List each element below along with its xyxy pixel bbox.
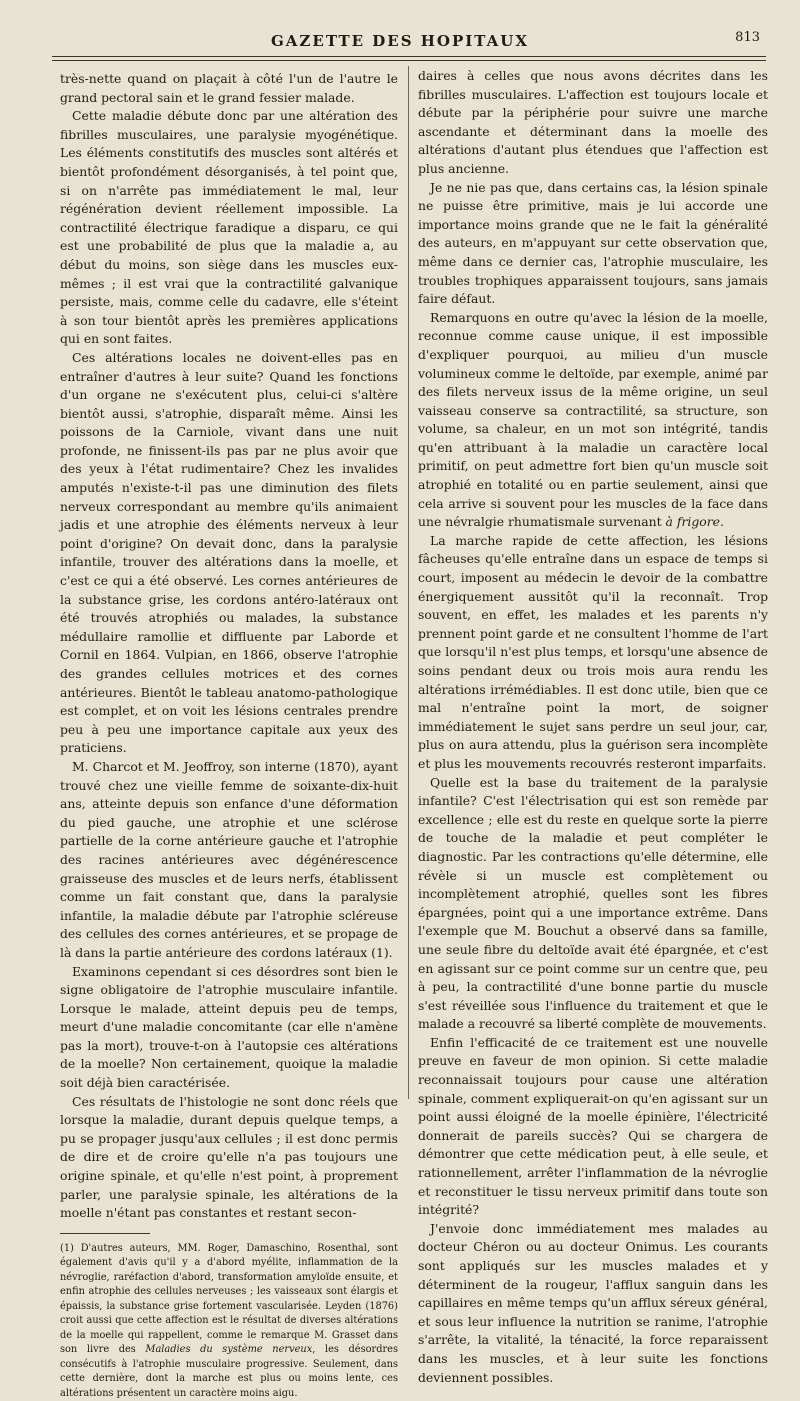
right-column xyxy=(418,67,768,1387)
running-header-title: GAZETTE DES HOPITAUX xyxy=(270,32,529,50)
paragraph: très-nette quand on plaçait à côté l'un de l'autre le grand pectoral sain et le grand fessier malade. xyxy=(60,71,398,105)
paragraph: Examinons cependant si ces désordres sont bien le signe obligatoire de l'atrophie musculaire infantile. Lorsque le malade, atteint depuis peu de temps, meurt d'une maladie concomitante (car elle n'amène pas la mort), trouve-t-on à l'autopsie ces altérations de la moelle? Non certainement, quoique la maladie soit déjà bien caractérisée. xyxy=(60,963,398,1091)
footnote-book-title: Maladies du système nerveux xyxy=(145,1344,313,1356)
paragraph: Enfin l'efficacité de ce traitement est une nouvelle preuve en faveur de mon opinion. Si cette maladie reconnaissait toujours pour cause une altération spinale, comment expliquerait-on qu'en agissant sur un point aussi éloigné de la moelle épinière, l'électricité donnerait de pareils succès? Qui se chargera de démontrer que cette médication peut, à elle seule, et rationnellement, arrêter l'inflammation de la névroglie et reconstituer le tissu nerveux primitif dans toute son intégrité? xyxy=(418,1034,768,1218)
paragraph: daires à celles que nous avons décrites dans les fibrilles musculaires. L'affection est toujours locale et débute par la périphérie pour suivre une marche ascendante et déterminant dans la moelle des altérations d'autant plus étendues que l'affection est plus ancienne. xyxy=(418,68,768,176)
footnote-text-end: , les désordres consécutifs à l'atrophie musculaire progressive. Seulement, dans cette dernière, dont la marche est plus ou moins lente, ces altérations présentent un caractère moins aigu. xyxy=(60,1344,398,1399)
footnote-text-start: (1) D'autres auteurs, MM. Roger, Damaschino, Rosenthal, sont également d'avis qu'il y a d'abord myélite, inflammation de la névroglie, raréfaction d'abord, transformation amyloïde ensuite, et enfin atrophie des cellules nerveuses ; les vaisseaux sont élargis et épaissis, la substance grise fortement vascularisée. Leyden (1876) croit aussi que cette affection est le résultat de diverses altérations de la moelle qui rappellent, comme le remarque M. Grasset dans son livre des xyxy=(60,1242,398,1356)
paragraph: Ces résultats de l'histologie ne sont donc réels que lorsque la maladie, durant depuis quelque temps, a pu se propager jusqu'aux cellules ; il est donc permis de dire et de croire qu'elle n'a pas toujours une origine spinale, et qu'elle n'est point, à proprement parler, une paralysie spinale, les altérations de la moelle n'étant pas constantes et restant secon- xyxy=(60,1093,398,1221)
paragraph-end: . xyxy=(720,514,724,530)
paragraph: Quelle est la base du traitement de la paralysie infantile? C'est l'électrisation qui est son remède par excellence ; elle est du reste en quelque sorte la pierre de touche de la maladie et peut compléter le diagnostic. Par les contractions qu'elle détermine, elle révèle si un muscle est complètement ou incomplètement atrophié, quelles sont les fibres épargnées, point qui a une importance extrême. Dans l'exemple que M. Bouchut a observé dans sa famille, une seule fibre du deltoïde avait été épargnée, et c'est en agissant sur ce point comme sur un centre que, peu à peu, la contractilité d'une bonne partie du muscle s'est réveillée sous l'influence du traitement et que le malade a recouvré sa liberté complète de mouvements. xyxy=(418,774,768,1032)
page-number: 813 xyxy=(735,30,760,45)
paragraph: Cette maladie débute donc par une altération des fibrilles musculaires, une paralysie myogénétique. Les éléments constitutifs des muscles sont altérés et bientôt profondément désorganisés, à tel point que, si on n'arrête pas immédiatement le mal, leur régénération devient réellement impossible. La contractilité électrique faradique a disparu, ce qui est une probabilité de plus que la maladie a, au début du moins, son siège dans les muscles eux-mêmes ; il est vrai que la contractilité galvanique persiste, mais, comme celle du cadavre, elle s'éteint à son tour bientôt après les premières applications qui en sont faites. xyxy=(60,108,398,347)
footnote-rule xyxy=(60,1233,150,1234)
header-rule-secondary xyxy=(52,60,766,61)
paragraph: M. Charcot et M. Jeoffroy, son interne (1870), ayant trouvé chez une vieille femme de soixante-dix-huit ans, atteinte depuis son enfance d'une déformation du pied gauche, une atrophie et une sclérose partielle de la corne antérieure gauche et l'atrophie des racines antérieures avec dégénérescence graisseuse des muscles et de leurs nerfs, établissent comme un fait constant que, dans la paralysie infantile, la maladie débute par l'atrophie scléreuse des cellules des cornes antérieures, et se propage de là dans la partie antérieure des cordons latéraux (1). xyxy=(60,758,398,960)
latin-phrase: à frigore xyxy=(665,514,720,530)
paragraph: J'envoie donc immédiatement mes malades au docteur Chéron ou au docteur Onimus. Les courants sont appliqués sur les muscles malades et y déterminent de la rougeur, l'afflux sanguin dans les capillaires en même temps qu'un afflux séreux général, et sous leur influence la nutrition se ranime, l'atrophie s'arrête, la vitalité, la ténacité, la force reparaissent dans les muscles, et à leur suite les fonctions deviennent possibles. xyxy=(418,1220,768,1385)
paragraph-text: Remarquons en outre qu'avec la lésion de la moelle, reconnue comme cause unique, il est impossible d'expliquer pourquoi, au milieu d'un muscle volumineux comme le deltoïde, par exemple, animé par des filets nerveux issus de la même origine, un seul vaisseau conserve sa contractilité, sa structure, son volume, sa chaleur, en un mot son intégrité, tandis qu'en attribuant à la maladie un caractère local primitif, on peut admettre fort bien qu'un muscle soit atrophié en totalité ou en partie seulement, ainsi que cela arrive si souvent pour les muscles de la face dans une névralgie rhumatismale survenant xyxy=(418,309,768,530)
footnote xyxy=(60,1242,398,1401)
paragraph: Ces altérations locales ne doivent-elles pas en entraîner d'autres à leur suite? Quand les fonctions d'un organe ne s'exécutent plus, celui-ci s'altère bientôt aussi, s'atrophie, disparaît même. Ainsi les poissons de la Carniole, vivant dans une nuit profonde, ne finissent-ils pas par ne plus avoir que des yeux à l'état rudimentaire? Chez les invalides amputés n'existe-t-il pas une diminution des filets nerveux correspondant au membre qu'ils animaient jadis et une atrophie des éléments nerveux à leur point d'origine? On devait donc, dans la paralysie infantile, trouver des altérations dans la moelle, et c'est ce qui a été observé. Les cornes antérieures de la substance grise, les cordons antéro-latéraux ont été trouvés atrophiés ou malades, la substance médullaire ramollie et diffluente par Laborde et Cornil en 1864. Vulpian, en 1866, observe l'atrophie des grandes cellules motrices et des cornes antérieures. Bientôt le tableau anatomo-pathologique est complet, et on voit les lésions centrales prendre peu à peu une importance capitale aux yeux des praticiens. xyxy=(60,349,398,756)
paragraph: La marche rapide de cette affection, les lésions fâcheuses qu'elle entraîne dans un espace de temps si court, imposent au médecin le devoir de la combattre énergiquement aussitôt qu'il la reconnaît. Trop souvent, en effet, les malades et les parents n'y prennent point garde et ne consultent l'homme de l'art que lorsqu'il n'est plus temps, et lorsqu'une absence de soins pendant deux ou trois mois aura rendu les altérations irrémédiables. Il est donc utile, bien que ce mal n'entraîne point la mort, de soigner immédiatement le sujet sans perdre un seul jour, car, plus on aura attendu, plus la guérison sera incomplète et plus les mouvements recouvrés resteront imparfaits. xyxy=(418,532,768,771)
left-column xyxy=(60,70,398,1401)
header-rule xyxy=(52,56,766,57)
column-divider xyxy=(408,66,409,1099)
paragraph: Je ne nie pas que, dans certains cas, la lésion spinale ne puisse être primitive, mais je lui accorde une importance moins grande que ne le fait la généralité des auteurs, en m'appuyant sur cette observation que, même dans ce dernier cas, l'atrophie musculaire, les troubles trophiques apparaissent toujours, sans jamais faire défaut. xyxy=(418,179,768,307)
paragraph xyxy=(418,309,768,532)
